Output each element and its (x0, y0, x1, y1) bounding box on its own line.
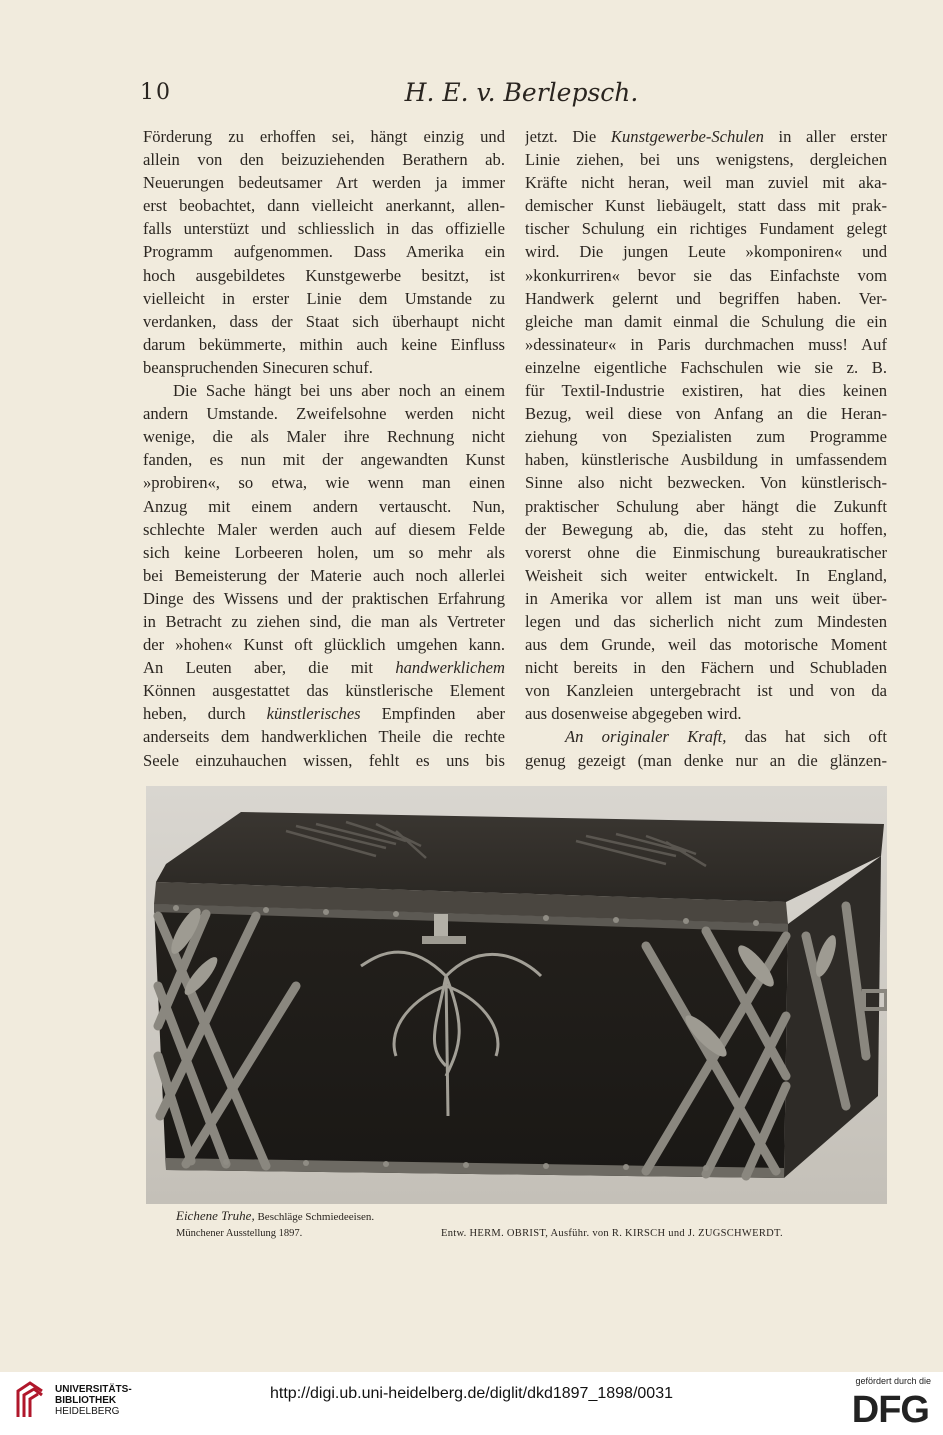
text-line (525, 125, 887, 148)
text-segment: in aller erster (763, 127, 887, 146)
text-line: Seele einzuhauchen wissen, fehlt es uns bis (143, 750, 505, 770)
text-line: allein von den beizuziehenden Berathern ab. (143, 150, 505, 170)
emphasized-text: handwerklichem (395, 658, 505, 678)
text-segment: jetzt. Die (525, 127, 611, 146)
funding-note: gefördert durch die (855, 1376, 931, 1386)
text-line: gleiche man damit einmal die Schulung die ein (525, 311, 887, 331)
text-line: Förderung zu erhoffen sei, hängt einzig und (143, 127, 505, 146)
text-line: anderseits dem handwerklichen Theile die rechte (143, 727, 505, 747)
text-line: falls unterstüzt und schliesslich in das offizielle (143, 219, 505, 239)
text-line: bei Bemeisterung der Materie auch noch allerlei (143, 565, 505, 585)
text-line: »dessinateur« in Paris durchmachen muss! Auf (525, 334, 887, 354)
text-line: Dinge des Wissens und der praktischen Erfahrung (143, 588, 505, 608)
text-line: genug gezeigt (man denke nur an die glänzen- (525, 750, 887, 770)
text-segment: An Leuten aber, die mit (143, 658, 396, 678)
oak-chest-illustration (146, 786, 887, 1204)
text-line: erst beobachtet, dann vielleicht anerkannt, allen- (143, 196, 505, 216)
library-name-line3: HEIDELBERG (55, 1406, 120, 1417)
text-line: beanspruchenden Sinecuren schuf. (143, 357, 373, 377)
text-line: Neuerungen bedeutsamer Art werden ja immer (143, 173, 505, 193)
right-text-column (525, 125, 887, 772)
figure-caption-exhibition: Münchener Ausstellung 1897. (176, 1228, 303, 1239)
text-line: in Betracht zu ziehen sind, die man als Vertreter (143, 611, 505, 631)
text-line (525, 725, 887, 748)
left-text-column (143, 125, 505, 772)
text-line: Können ausgestattet das künstlerische Element (143, 681, 505, 701)
text-segment: das hat sich oft (726, 727, 887, 747)
figure-caption-title (176, 1208, 374, 1224)
dfg-logo: DFG (851, 1389, 929, 1431)
library-name-line1: UNIVERSITÄTS- (55, 1384, 132, 1395)
text-line: aus dem Grunde, weil das motorische Moment (525, 635, 887, 655)
emphasized-text: An originaler Kraft, (565, 727, 727, 747)
text-line: in Amerika vor allem ist man uns weit über- (525, 588, 887, 608)
source-url[interactable]: http://digi.ub.uni-heidelberg.de/diglit/dkd1897_1898/0031 (270, 1385, 673, 1402)
text-line: Bezug, weil diese von Anfang an die Heran- (525, 404, 887, 424)
text-line: Sinne also nicht bezwecken. Von künstlerisch- (525, 473, 887, 493)
text-line: Kräfte nicht heran, weil man zuviel mit aka- (525, 173, 887, 193)
text-line: Programm aufgenommen. Dass Amerika ein (143, 242, 505, 262)
text-line: für Textil-Industrie existiren, hat dies keinen (525, 381, 887, 401)
text-line: der Bewegung ab, die, das steht zu hoffen, (525, 519, 887, 539)
text-line: Linie ziehen, bei uns wenigstens, dergleichen (525, 150, 887, 170)
emphasized-text: künstlerisches (266, 704, 361, 724)
text-line: nicht bereits in den Fächern und Schubladen (525, 658, 887, 678)
text-line: tischer Schulung ein richtiges Fundament gelegt (525, 219, 887, 239)
text-line: einzelne eigentliche Fachschulen wie sie z. B. (525, 357, 887, 377)
text-line: verdanken, dass der Staat sich überhaupt nicht (143, 311, 505, 331)
text-line: demischer Kunst liebäugelt, statt dass mit prak- (525, 196, 887, 216)
text-segment: heben, durch (143, 704, 267, 724)
text-line (143, 702, 505, 725)
text-line: ziehung von Spezialisten zum Programme (525, 427, 887, 447)
figure-caption-credit: Entw. HERM. OBRIST, Ausführ. von R. KIRSCH und J. ZUGSCHWERDT. (441, 1228, 783, 1239)
text-line: der »hohen« Kunst oft glücklich umgehen kann. (143, 635, 505, 655)
text-segment: Empfinden aber (360, 704, 505, 724)
text-line: hoch ausgebildetes Kunstgewerbe besitzt, ist (143, 265, 505, 285)
text-line: sich keine Lorbeeren holen, um so mehr als (143, 542, 505, 562)
text-line (143, 656, 505, 679)
text-line: »probiren«, so etwa, wie wenn man einen (143, 473, 505, 493)
page-number: 10 (140, 80, 172, 105)
text-line: »konkurriren« bevor sie das Einfachste vom (525, 265, 887, 285)
library-name-line2: BIBLIOTHEK (55, 1395, 117, 1406)
text-line: aus dosenweise abgegeben wird. (525, 704, 742, 724)
chest-photograph (146, 786, 887, 1204)
text-line: von Kanzleien untergebracht ist und von da (525, 681, 887, 701)
caption-title-italic: Eichene Truhe, (176, 1208, 255, 1223)
text-line: legen und das sicherlich nicht zum Mindesten (525, 611, 887, 631)
text-line: Weisheit sich weiter entwickelt. In England, (525, 565, 887, 585)
emphasized-text: Kunstgewerbe-Schulen (610, 127, 764, 146)
running-title: H. E. v. Berlepsch. (404, 78, 639, 107)
text-line: wenige, die als Maler ihre Rechnung nicht (143, 427, 505, 447)
text-line: schlechte Maler werden auch auf diesem Felde (143, 519, 505, 539)
digitization-footer (0, 1372, 943, 1435)
caption-title-rest: Beschläge Schmiedeeisen. (254, 1211, 375, 1223)
text-line: vorerst ohne die Einmischung bureaukratischer (525, 542, 887, 562)
text-line: haben, künstlerische Ausbildung in umfassendem (525, 450, 887, 470)
text-line: Anzug mit einem andern vertauscht. Nun, (143, 496, 505, 516)
text-line: darum bekümmerte, mithin auch keine Einfluss (143, 334, 505, 354)
text-line: andern Umstande. Zweifelsohne werden nicht (143, 404, 505, 424)
text-line: Handwerk gelernt und begriffen haben. Ver- (525, 288, 887, 308)
text-line: fanden, es nun mit der angewandten Kunst (143, 450, 505, 470)
text-line: wird. Die jungen Leute »komponiren« und (525, 242, 887, 262)
text-line: praktischer Schulung aber hängt die Zukunft (525, 496, 887, 516)
text-line: vielleicht in erster Linie dem Umstande zu (143, 288, 505, 308)
text-line: Die Sache hängt bei uns aber noch an einem (173, 381, 505, 401)
